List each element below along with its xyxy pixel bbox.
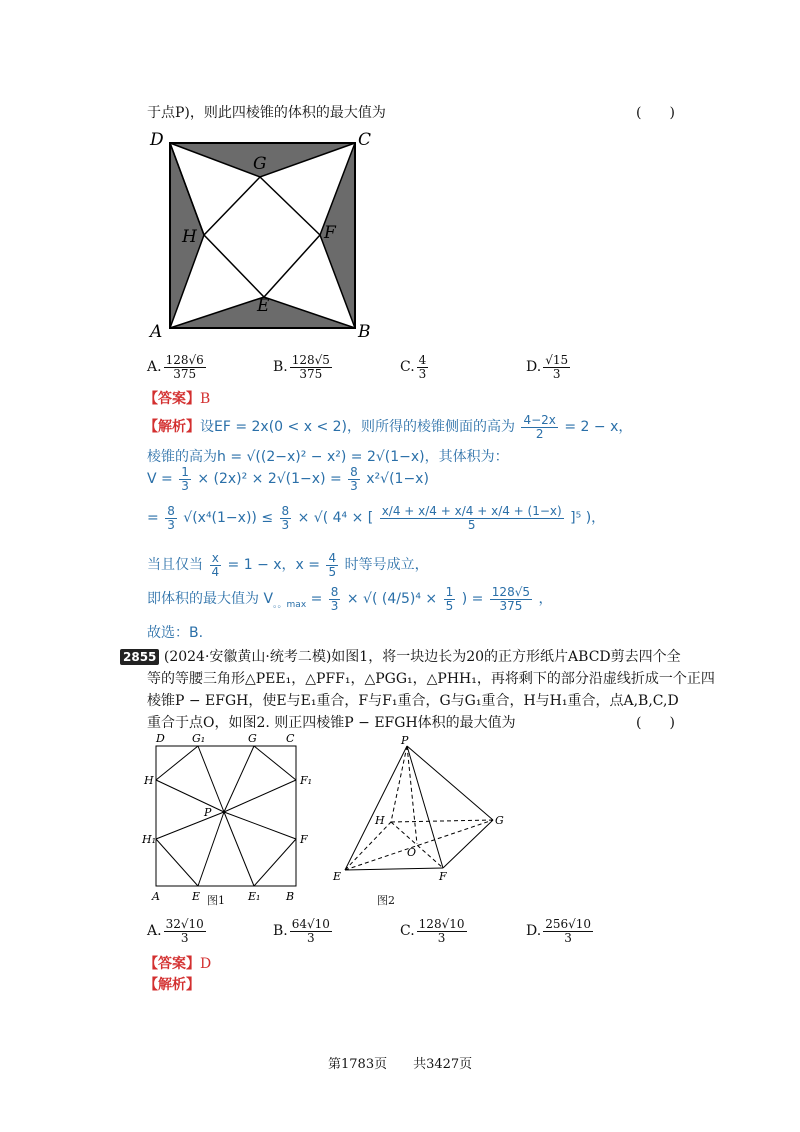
q1-solution-line4: = $\frac{8}{3}$ √(x⁴(1−x)) ≤ $\frac{8}{3}$ × √( 4⁴ × [ $\frac{x/4 + x/4 + x/4 + x/4 + (1-x)}{5}$ ]⁵ )， bbox=[147, 504, 606, 532]
q1-solution-line3: V = $\frac{1}{3}$ × (2x)² × 2√(1−x) = $\frac{8}{3}$ x²√(1−x) bbox=[147, 465, 429, 493]
q1-stem-tail: 于点P)，则此四棱锥的体积的最大值为 bbox=[147, 105, 386, 121]
label-E: E bbox=[257, 296, 270, 316]
f2-label-G: G bbox=[495, 814, 504, 827]
f1-label-H1: H₁ bbox=[142, 833, 157, 846]
f1-label-B: B bbox=[286, 890, 295, 903]
q2-line4: 重合于点O，如图2. 则正四棱锥P − EFGH体积的最大值为 bbox=[147, 715, 516, 731]
q2-paren: ( ) bbox=[636, 715, 675, 731]
q1-paren: ( ) bbox=[636, 105, 675, 121]
q1-solution-line6: 即体积的最大值为 $V_{。。max}$ = $\frac{8}{3}$ × √( (4/5)⁴ × $\frac{1}{5}$ ) = $\frac{128√5}{375}$ ， bbox=[147, 585, 553, 613]
label-C: C bbox=[358, 130, 372, 150]
q1-option-d: D. $\frac{√15}{3}$ bbox=[526, 353, 569, 381]
q1-figure bbox=[140, 125, 380, 340]
f1-label-F: F bbox=[300, 833, 308, 846]
page-footer: 第1783页 共3427页 bbox=[328, 1057, 473, 1072]
f1-label-P: P bbox=[204, 806, 212, 819]
q1-solution-line2: 棱锥的高为h = √((2−x)² − x²) = 2√(1−x)，其体积为： bbox=[147, 449, 509, 465]
q2-figure2 bbox=[325, 732, 515, 892]
q2-answer: 【答案】D bbox=[144, 956, 212, 972]
label-A: A bbox=[150, 322, 163, 340]
f1-label-F1: F₁ bbox=[300, 774, 313, 787]
q2-line3: 棱锥P − EFGH，使E与E₁重合，F与F₁重合，G与G₁重合，H与H₁重合，点A,B,C,D bbox=[147, 693, 679, 709]
f1-label-D: D bbox=[156, 732, 165, 745]
q1-solution-line5: 当且仅当 $\frac{x}{4}$ = 1 − x，x = $\frac{4}{5}$ 时等号成立， bbox=[147, 551, 429, 579]
q2-figure1 bbox=[140, 730, 320, 910]
f1-label-G1: G₁ bbox=[192, 732, 206, 745]
q2-line2: 等的等腰三角形△PEE₁，△PFF₁，△PGG₁，△PHH₁，再将剩下的部分沿虚线折成一个正四 bbox=[147, 671, 715, 687]
q2-fig2-caption: 图2 bbox=[377, 894, 395, 907]
label-G: G bbox=[253, 154, 267, 174]
q2-analysis-tag: 【解析】 bbox=[144, 977, 200, 993]
q1-solution-line7: 故选：B. bbox=[147, 625, 204, 641]
f1-label-H: H bbox=[144, 774, 154, 787]
f2-label-H: H bbox=[375, 814, 385, 827]
f1-label-E1: E₁ bbox=[248, 890, 261, 903]
q2-option-c: C. $\frac{128√10}{3}$ bbox=[400, 917, 465, 945]
q1-answer: 【答案】B bbox=[144, 391, 211, 407]
q1-option-c: C. $\frac{4}{3}$ bbox=[400, 353, 427, 381]
q1-option-a: A. $\frac{128√6}{375}$ bbox=[147, 353, 204, 381]
q2-option-b: B. $\frac{64√10}{3}$ bbox=[273, 917, 330, 945]
f1-label-G: G bbox=[248, 732, 257, 745]
label-F: F bbox=[324, 223, 336, 243]
label-B: B bbox=[358, 322, 371, 340]
q2-option-d: D. $\frac{256√10}{3}$ bbox=[526, 917, 592, 945]
f2-label-F: F bbox=[439, 870, 447, 883]
f2-label-E: E bbox=[333, 870, 342, 883]
label-H: H bbox=[182, 227, 197, 247]
f1-label-A: A bbox=[152, 890, 160, 903]
q2-line1: 2855 (2024·安徽黄山·统考二模)如图1，将一块边长为20的正方形纸片ABCD剪去四个全 bbox=[120, 646, 681, 666]
q2-option-a: A. $\frac{32√10}{3}$ bbox=[147, 917, 204, 945]
q2-fig1-caption: 图1 bbox=[207, 894, 225, 907]
f1-label-E: E bbox=[192, 890, 201, 903]
f2-label-P: P bbox=[401, 734, 409, 747]
f2-label-O: O bbox=[407, 846, 417, 859]
f1-label-C: C bbox=[286, 732, 295, 745]
q1-solution-line1: 【解析】设EF = 2x(0 < x < 2)，则所得的棱锥侧面的高为 $\frac{4-2x}{2}$ = 2 − x， bbox=[144, 413, 633, 441]
q1-option-b: B. $\frac{128√5}{375}$ bbox=[273, 353, 330, 381]
label-D: D bbox=[150, 130, 164, 150]
question-number-badge: 2855 bbox=[120, 649, 159, 665]
